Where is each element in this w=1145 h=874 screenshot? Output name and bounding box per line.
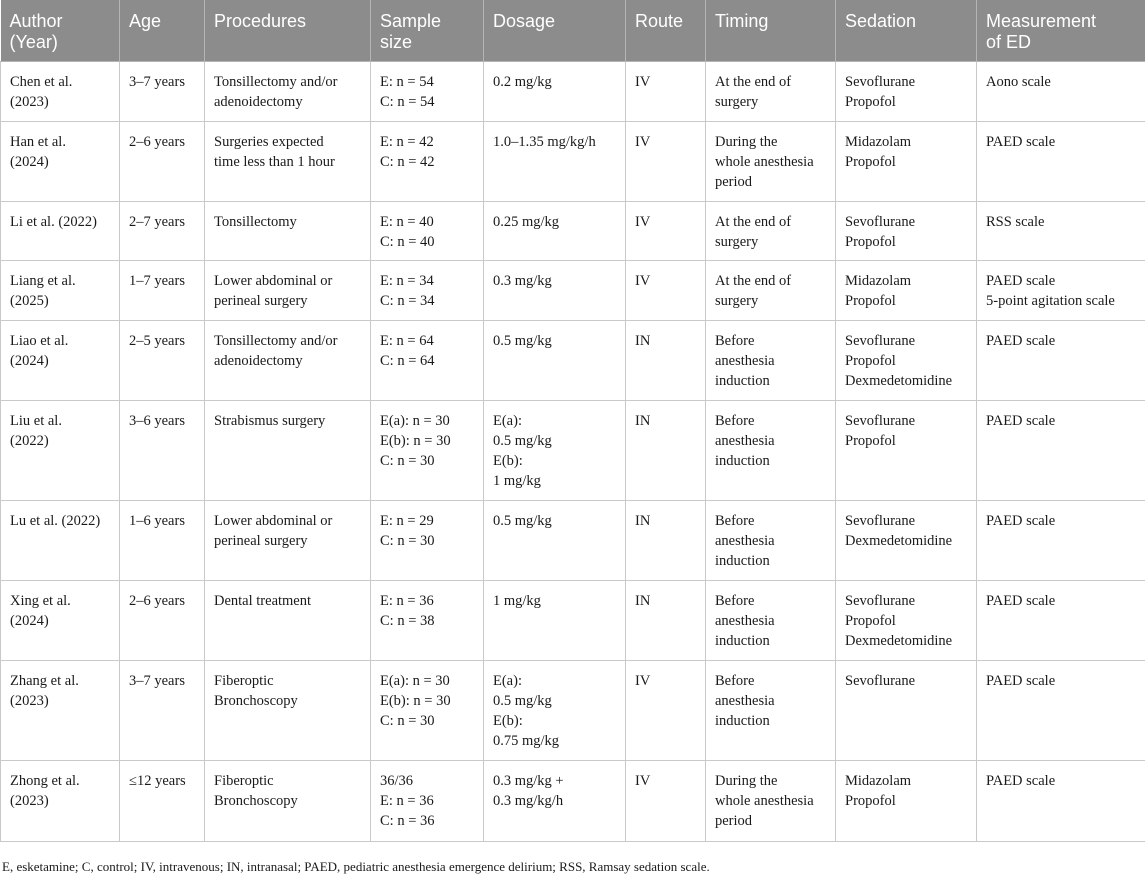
cell-age bbox=[120, 581, 205, 661]
cell-timing bbox=[706, 501, 836, 581]
cell-line: During the bbox=[715, 134, 778, 150]
column-header-dosage bbox=[484, 0, 626, 62]
cell-line: period bbox=[715, 813, 753, 829]
cell-line: Propofol bbox=[845, 234, 896, 250]
cell-line: Dexmedetomidine bbox=[845, 373, 953, 389]
cell-measurement-of-ed bbox=[977, 321, 1145, 401]
cell-line: Midazolam bbox=[845, 134, 912, 150]
cell-line: Surgeries expected bbox=[214, 134, 324, 150]
cell-line: E(a): n = 30 bbox=[380, 413, 450, 429]
cell-line: C: n = 30 bbox=[380, 533, 435, 549]
cell-timing bbox=[706, 202, 836, 261]
cell-dosage bbox=[484, 401, 626, 501]
column-header-line: Dosage bbox=[493, 11, 556, 31]
cell-line: Sevoflurane bbox=[845, 333, 916, 349]
cell-sedation bbox=[836, 261, 977, 321]
cell-line: E: n = 34 bbox=[380, 273, 434, 289]
cell-line: induction bbox=[715, 713, 770, 729]
cell-line: Propofol bbox=[845, 793, 896, 809]
column-header-line: size bbox=[380, 32, 413, 52]
cell-line: anesthesia bbox=[715, 613, 775, 629]
cell-line: PAED scale bbox=[986, 593, 1056, 609]
cell-line: Bronchoscopy bbox=[214, 793, 298, 809]
cell-line: Fiberoptic bbox=[214, 773, 274, 789]
cell-line: surgery bbox=[715, 293, 759, 309]
cell-line: 2–6 years bbox=[129, 134, 185, 150]
cell-sedation bbox=[836, 581, 977, 661]
column-header-line: Sample bbox=[380, 11, 442, 31]
table-header bbox=[1, 0, 1145, 62]
cell-sample-size bbox=[371, 202, 484, 261]
cell-age bbox=[120, 62, 205, 122]
cell-author-year bbox=[1, 122, 120, 202]
cell-line: 2–5 years bbox=[129, 333, 185, 349]
cell-author-year bbox=[1, 202, 120, 261]
cell-line: anesthesia bbox=[715, 533, 775, 549]
cell-author-year bbox=[1, 661, 120, 761]
cell-line: induction bbox=[715, 633, 770, 649]
cell-line: Propofol bbox=[845, 353, 896, 369]
cell-sample-size bbox=[371, 122, 484, 202]
table-footnote: E, esketamine; C, control; IV, intravenous; IN, intranasal; PAED, pediatric anesthesia emergence delirium; RSS, Ramsay sedation scale. bbox=[2, 859, 710, 874]
cell-line: 0.5 mg/kg bbox=[493, 333, 552, 349]
cell-timing bbox=[706, 401, 836, 501]
cell-line: Liu et al. bbox=[10, 413, 62, 429]
cell-line: 2–6 years bbox=[129, 593, 185, 609]
cell-line: C: n = 38 bbox=[380, 613, 435, 629]
cell-line: C: n = 30 bbox=[380, 453, 435, 469]
cell-timing bbox=[706, 661, 836, 761]
cell-line: Xing et al. bbox=[10, 593, 71, 609]
cell-line: Zhang et al. bbox=[10, 673, 79, 689]
cell-line: perineal surgery bbox=[214, 293, 308, 309]
cell-line: (2022) bbox=[10, 433, 49, 449]
cell-dosage bbox=[484, 122, 626, 202]
cell-line: C: n = 54 bbox=[380, 94, 435, 110]
cell-timing bbox=[706, 62, 836, 122]
cell-sample-size bbox=[371, 501, 484, 581]
cell-line: Sevoflurane bbox=[845, 593, 916, 609]
cell-route bbox=[626, 62, 706, 122]
cell-author-year bbox=[1, 501, 120, 581]
cell-age bbox=[120, 501, 205, 581]
column-header-sample-size bbox=[371, 0, 484, 62]
table-row bbox=[1, 202, 1145, 261]
cell-measurement-of-ed bbox=[977, 581, 1145, 661]
cell-line: whole anesthesia bbox=[715, 793, 814, 809]
table-row bbox=[1, 321, 1145, 401]
cell-sedation bbox=[836, 62, 977, 122]
cell-author-year bbox=[1, 62, 120, 122]
cell-line: IV bbox=[635, 74, 651, 90]
cell-sedation bbox=[836, 661, 977, 761]
cell-line: Sevoflurane bbox=[845, 513, 916, 529]
cell-line: IV bbox=[635, 673, 651, 689]
cell-line: induction bbox=[715, 373, 770, 389]
cell-timing bbox=[706, 761, 836, 842]
cell-route bbox=[626, 761, 706, 842]
cell-line: 0.2 mg/kg bbox=[493, 74, 552, 90]
cell-line: C: n = 30 bbox=[380, 713, 435, 729]
table-row bbox=[1, 661, 1145, 761]
cell-line: Before bbox=[715, 333, 755, 349]
cell-route bbox=[626, 501, 706, 581]
cell-line: At the end of bbox=[715, 273, 792, 289]
cell-line: Sevoflurane bbox=[845, 214, 916, 230]
cell-line: 5-point agitation scale bbox=[986, 293, 1115, 309]
cell-line: adenoidectomy bbox=[214, 353, 303, 369]
cell-author-year bbox=[1, 581, 120, 661]
cell-line: At the end of bbox=[715, 74, 792, 90]
column-header-line: (Year) bbox=[9, 32, 58, 52]
table-row bbox=[1, 401, 1145, 501]
cell-line: E: n = 42 bbox=[380, 134, 434, 150]
cell-line: perineal surgery bbox=[214, 533, 308, 549]
cell-author-year bbox=[1, 261, 120, 321]
cell-line: Tonsillectomy and/or bbox=[214, 333, 338, 349]
cell-line: Liao et al. bbox=[10, 333, 69, 349]
table-row bbox=[1, 761, 1145, 842]
cell-sample-size bbox=[371, 261, 484, 321]
cell-line: induction bbox=[715, 453, 770, 469]
cell-line: C: n = 42 bbox=[380, 154, 435, 170]
cell-line: PAED scale bbox=[986, 273, 1056, 289]
cell-line: Before bbox=[715, 413, 755, 429]
cell-line: 0.3 mg/kg bbox=[493, 273, 552, 289]
cell-line: Propofol bbox=[845, 94, 896, 110]
cell-age bbox=[120, 261, 205, 321]
column-header-route bbox=[626, 0, 706, 62]
cell-procedures bbox=[205, 261, 371, 321]
cell-line: adenoidectomy bbox=[214, 94, 303, 110]
table-row bbox=[1, 581, 1145, 661]
table-row bbox=[1, 501, 1145, 581]
cell-route bbox=[626, 581, 706, 661]
cell-sedation bbox=[836, 202, 977, 261]
column-header-line: Sedation bbox=[845, 11, 917, 31]
cell-measurement-of-ed bbox=[977, 661, 1145, 761]
cell-line: (2025) bbox=[10, 293, 49, 309]
cell-line: E(b): n = 30 bbox=[380, 693, 451, 709]
cell-measurement-of-ed bbox=[977, 501, 1145, 581]
cell-dosage bbox=[484, 62, 626, 122]
cell-route bbox=[626, 202, 706, 261]
column-header-timing bbox=[706, 0, 836, 62]
cell-route bbox=[626, 321, 706, 401]
cell-line: anesthesia bbox=[715, 433, 775, 449]
cell-age bbox=[120, 401, 205, 501]
cell-line: 2–7 years bbox=[129, 214, 185, 230]
cell-line: Aono scale bbox=[986, 74, 1051, 90]
cell-line: (2024) bbox=[10, 353, 49, 369]
cell-line: C: n = 64 bbox=[380, 353, 435, 369]
cell-procedures bbox=[205, 321, 371, 401]
cell-line: Dexmedetomidine bbox=[845, 533, 953, 549]
cell-line: (2023) bbox=[10, 793, 49, 809]
cell-route bbox=[626, 661, 706, 761]
cell-line: Propofol bbox=[845, 613, 896, 629]
cell-line: induction bbox=[715, 553, 770, 569]
cell-age bbox=[120, 122, 205, 202]
cell-line: (2023) bbox=[10, 94, 49, 110]
cell-line: 0.5 mg/kg bbox=[493, 513, 552, 529]
cell-line: ≤12 years bbox=[129, 773, 186, 789]
cell-line: E: n = 36 bbox=[380, 793, 434, 809]
cell-sedation bbox=[836, 122, 977, 202]
table-row bbox=[1, 62, 1145, 122]
cell-line: E(a): bbox=[493, 673, 522, 689]
cell-line: 1 mg/kg bbox=[493, 473, 541, 489]
cell-measurement-of-ed bbox=[977, 401, 1145, 501]
cell-line: 3–7 years bbox=[129, 74, 185, 90]
column-header-line: Measurement bbox=[986, 11, 1097, 31]
cell-line: 0.3 mg/kg + bbox=[493, 773, 564, 789]
cell-line: PAED scale bbox=[986, 773, 1056, 789]
cell-line: Zhong et al. bbox=[10, 773, 80, 789]
cell-line: 1.0–1.35 mg/kg/h bbox=[493, 134, 596, 150]
cell-line: Propofol bbox=[845, 293, 896, 309]
cell-timing bbox=[706, 122, 836, 202]
cell-sample-size bbox=[371, 581, 484, 661]
cell-line: Sevoflurane bbox=[845, 413, 916, 429]
cell-line: Before bbox=[715, 593, 755, 609]
cell-sedation bbox=[836, 501, 977, 581]
cell-line: PAED scale bbox=[986, 413, 1056, 429]
cell-measurement-of-ed bbox=[977, 761, 1145, 842]
cell-line: IV bbox=[635, 773, 651, 789]
cell-procedures bbox=[205, 581, 371, 661]
cell-line: E: n = 29 bbox=[380, 513, 434, 529]
cell-line: IN bbox=[635, 593, 651, 609]
cell-age bbox=[120, 321, 205, 401]
cell-dosage bbox=[484, 261, 626, 321]
cell-line: (2024) bbox=[10, 154, 49, 170]
cell-line: PAED scale bbox=[986, 673, 1056, 689]
cell-line: IV bbox=[635, 214, 651, 230]
cell-line: During the bbox=[715, 773, 778, 789]
cell-line: Before bbox=[715, 673, 755, 689]
cell-line: C: n = 34 bbox=[380, 293, 435, 309]
cell-line: Han et al. bbox=[10, 134, 66, 150]
column-header-line: Procedures bbox=[214, 11, 307, 31]
cell-dosage bbox=[484, 661, 626, 761]
cell-dosage bbox=[484, 501, 626, 581]
cell-line: Sevoflurane bbox=[845, 673, 916, 689]
cell-procedures bbox=[205, 62, 371, 122]
cell-sample-size bbox=[371, 62, 484, 122]
cell-line: Bronchoscopy bbox=[214, 693, 298, 709]
cell-timing bbox=[706, 581, 836, 661]
cell-line: At the end of bbox=[715, 214, 792, 230]
cell-line: surgery bbox=[715, 94, 759, 110]
column-header-measurement-of-ed bbox=[977, 0, 1145, 62]
cell-author-year bbox=[1, 401, 120, 501]
cell-line: 0.25 mg/kg bbox=[493, 214, 560, 230]
cell-line: 1 mg/kg bbox=[493, 593, 541, 609]
cell-line: E(a): bbox=[493, 413, 522, 429]
cell-timing bbox=[706, 321, 836, 401]
cell-line: Before bbox=[715, 513, 755, 529]
cell-line: E(b): n = 30 bbox=[380, 433, 451, 449]
cell-sample-size bbox=[371, 761, 484, 842]
cell-line: 1–6 years bbox=[129, 513, 185, 529]
column-header-line: Author bbox=[9, 11, 63, 31]
column-header-line: Age bbox=[129, 11, 162, 31]
cell-line: Fiberoptic bbox=[214, 673, 274, 689]
cell-line: E: n = 64 bbox=[380, 333, 434, 349]
cell-line: 0.75 mg/kg bbox=[493, 733, 560, 749]
table-row bbox=[1, 261, 1145, 321]
cell-sedation bbox=[836, 321, 977, 401]
table-body bbox=[1, 62, 1145, 842]
cell-line: Liang et al. bbox=[10, 273, 76, 289]
cell-author-year bbox=[1, 761, 120, 842]
cell-sample-size bbox=[371, 661, 484, 761]
cell-line: E(b): bbox=[493, 453, 523, 469]
cell-line: surgery bbox=[715, 234, 759, 250]
cell-line: E: n = 54 bbox=[380, 74, 434, 90]
cell-line: Lower abdominal or bbox=[214, 513, 333, 529]
cell-line: Dexmedetomidine bbox=[845, 633, 953, 649]
cell-line: Chen et al. bbox=[10, 74, 73, 90]
cell-line: 0.3 mg/kg/h bbox=[493, 793, 564, 809]
cell-line: Lower abdominal or bbox=[214, 273, 333, 289]
cell-line: E(b): bbox=[493, 713, 523, 729]
cell-line: Tonsillectomy and/or bbox=[214, 74, 338, 90]
table-row bbox=[1, 122, 1145, 202]
cell-procedures bbox=[205, 661, 371, 761]
cell-line: Li et al. (2022) bbox=[10, 214, 97, 230]
cell-dosage bbox=[484, 761, 626, 842]
cell-line: PAED scale bbox=[986, 134, 1056, 150]
cell-line: Dental treatment bbox=[214, 593, 312, 609]
cell-line: IN bbox=[635, 333, 651, 349]
cell-line: whole anesthesia bbox=[715, 154, 814, 170]
cell-procedures bbox=[205, 202, 371, 261]
cell-line: Sevoflurane bbox=[845, 74, 916, 90]
cell-line: Midazolam bbox=[845, 773, 912, 789]
cell-line: RSS scale bbox=[986, 214, 1045, 230]
column-header-line: Route bbox=[635, 11, 684, 31]
cell-sample-size bbox=[371, 401, 484, 501]
header-row bbox=[1, 0, 1145, 62]
cell-route bbox=[626, 122, 706, 202]
cell-measurement-of-ed bbox=[977, 62, 1145, 122]
cell-line: Midazolam bbox=[845, 273, 912, 289]
cell-sample-size bbox=[371, 321, 484, 401]
cell-line: IN bbox=[635, 413, 651, 429]
cell-line: E: n = 36 bbox=[380, 593, 434, 609]
cell-line: time less than 1 hour bbox=[214, 154, 335, 170]
cell-line: (2023) bbox=[10, 693, 49, 709]
cell-age bbox=[120, 202, 205, 261]
cell-line: PAED scale bbox=[986, 513, 1056, 529]
cell-line: anesthesia bbox=[715, 693, 775, 709]
cell-route bbox=[626, 401, 706, 501]
cell-measurement-of-ed bbox=[977, 261, 1145, 321]
column-header-age bbox=[120, 0, 205, 62]
cell-line: 3–7 years bbox=[129, 673, 185, 689]
cell-procedures bbox=[205, 401, 371, 501]
cell-line: C: n = 36 bbox=[380, 813, 435, 829]
cell-sedation bbox=[836, 761, 977, 842]
cell-line: Lu et al. (2022) bbox=[10, 513, 101, 529]
cell-procedures bbox=[205, 761, 371, 842]
cell-line: anesthesia bbox=[715, 353, 775, 369]
cell-measurement-of-ed bbox=[977, 202, 1145, 261]
cell-line: Propofol bbox=[845, 154, 896, 170]
cell-author-year bbox=[1, 321, 120, 401]
column-header-line: Timing bbox=[715, 11, 769, 31]
cell-line: IN bbox=[635, 513, 651, 529]
cell-line: Strabismus surgery bbox=[214, 413, 326, 429]
cell-dosage bbox=[484, 202, 626, 261]
cell-line: PAED scale bbox=[986, 333, 1056, 349]
cell-sedation bbox=[836, 401, 977, 501]
cell-line: C: n = 40 bbox=[380, 234, 435, 250]
column-header-line: of ED bbox=[986, 32, 1032, 52]
cell-line: E: n = 40 bbox=[380, 214, 434, 230]
cell-procedures bbox=[205, 122, 371, 202]
cell-line: IV bbox=[635, 273, 651, 289]
cell-line: IV bbox=[635, 134, 651, 150]
cell-line: 36/36 bbox=[380, 773, 414, 789]
cell-line: Tonsillectomy bbox=[214, 214, 297, 230]
cell-line: 3–6 years bbox=[129, 413, 185, 429]
cell-line: period bbox=[715, 174, 753, 190]
cell-line: 0.5 mg/kg bbox=[493, 693, 552, 709]
cell-dosage bbox=[484, 321, 626, 401]
cell-line: 0.5 mg/kg bbox=[493, 433, 552, 449]
cell-line: (2024) bbox=[10, 613, 49, 629]
cell-line: 1–7 years bbox=[129, 273, 185, 289]
cell-line: Propofol bbox=[845, 433, 896, 449]
cell-procedures bbox=[205, 501, 371, 581]
cell-age bbox=[120, 761, 205, 842]
cell-timing bbox=[706, 261, 836, 321]
cell-route bbox=[626, 261, 706, 321]
cell-line: E(a): n = 30 bbox=[380, 673, 450, 689]
column-header-author-year bbox=[1, 0, 120, 62]
cell-age bbox=[120, 661, 205, 761]
cell-dosage bbox=[484, 581, 626, 661]
cell-measurement-of-ed bbox=[977, 122, 1145, 202]
column-header-sedation bbox=[836, 0, 977, 62]
column-header-procedures bbox=[205, 0, 371, 62]
